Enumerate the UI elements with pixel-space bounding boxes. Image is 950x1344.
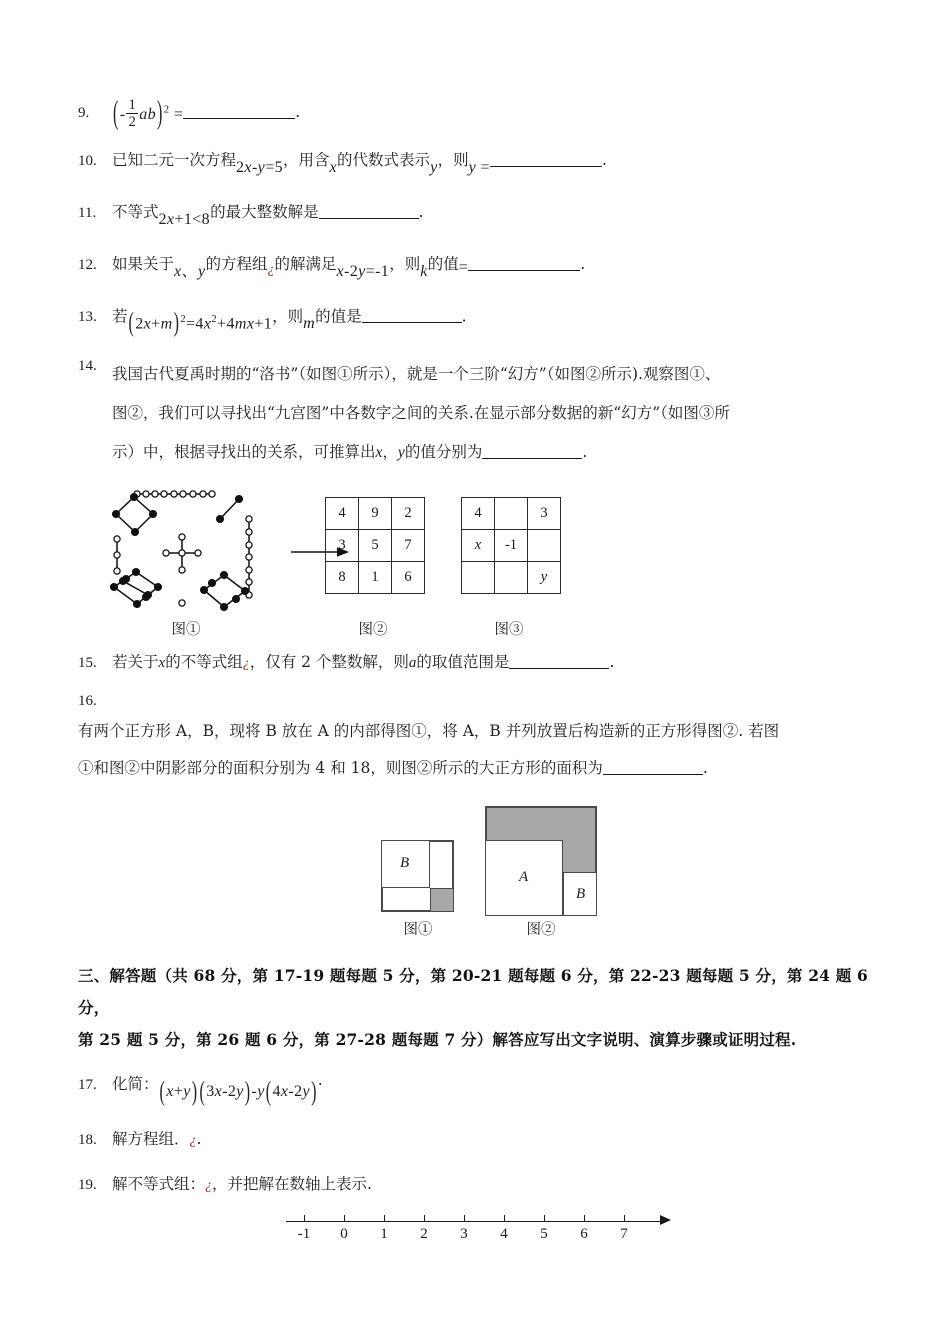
cell-r2c2: 6 [392, 561, 425, 593]
problem-13 [78, 305, 878, 338]
problem-13-var: m [303, 314, 316, 332]
tick-label: 0 [340, 1225, 348, 1242]
table-row [326, 497, 425, 529]
tick-mark [344, 1215, 345, 1222]
problem-number: 16. [78, 693, 97, 710]
problem-11-equation: 2x+1<8 [158, 210, 211, 228]
tick-label: 6 [580, 1225, 588, 1242]
tick-label: 1 [380, 1225, 388, 1242]
problem-number: 11. [78, 204, 97, 221]
cell-r1c0: x [474, 536, 482, 553]
problem-18-lead: 解方程组． [112, 1129, 190, 1148]
tick-label: 7 [620, 1225, 628, 1242]
problem-12-mid3: ，则 [389, 254, 421, 273]
fig1-inner-square-B [381, 840, 430, 888]
problem-15-lead: 若关于 [112, 652, 159, 671]
problem-14-text [112, 355, 872, 472]
problem-number: 18. [78, 1131, 97, 1148]
cell-r1c2 [528, 529, 561, 561]
table-row [326, 529, 425, 561]
period: . [702, 758, 708, 777]
problem-number: 9. [78, 104, 90, 121]
table-row [462, 529, 561, 561]
page-content [78, 96, 878, 1269]
table-row [462, 497, 561, 529]
table-row [462, 561, 561, 593]
figure16-caption-2: 图② [526, 922, 556, 939]
cell-r0c1 [495, 497, 528, 529]
inequality-placeholder-artifact: ¿ [242, 655, 250, 671]
tick-mark [624, 1215, 625, 1222]
problem-10-equation: 2x-y=5 [236, 158, 284, 176]
cell-r1c2: 7 [392, 529, 425, 561]
cell-r0c2: 2 [392, 497, 425, 529]
problem-10-mid2: 的代数式表示 [337, 150, 431, 169]
problem-15-mid3: 的取值范围是 [416, 652, 510, 671]
problem-19-tail: ，并把解在数轴上表示. [212, 1175, 372, 1194]
fig1-shaded-square [430, 888, 454, 912]
cell-r2c2: y [540, 568, 548, 585]
problem-10-var3: y = [468, 158, 490, 176]
fig2-square-B [563, 872, 597, 916]
problem-10-lead: 已知二元一次方程 [112, 150, 237, 169]
period: . [609, 652, 615, 671]
problem-16-line2: ①和图②中阴影部分的面积分别为 4 和 18，则图②所示的大正方形的面积为 [78, 758, 603, 777]
magic-square-figure2 [325, 497, 425, 594]
cell-r1c1: -1 [495, 529, 528, 561]
problem-12-equation: x-2y=-1 [336, 262, 390, 280]
answer-blank-9[interactable] [183, 103, 295, 119]
answer-blank-13[interactable] [362, 307, 462, 323]
problem-13-equation: $(2x+m)^2=4x^2+4mx+1$ [128, 308, 273, 338]
problem-14-line3c: 的值分别为 [404, 442, 483, 461]
problem-17 [78, 1071, 878, 1107]
problem-10 [78, 149, 878, 176]
answer-blank-10[interactable] [490, 151, 602, 167]
fig1-label-B: B [400, 855, 410, 872]
period: . [295, 102, 301, 121]
figure-caption-3: 图③ [494, 621, 524, 638]
cell-r2c1: 1 [359, 561, 392, 593]
problem-number: 15. [78, 654, 97, 671]
problem-9-expression: (- $\frac{1}{2}$ ab)$^2$ = [113, 96, 184, 132]
problem-12-lead: 如果关于 [112, 254, 175, 273]
problem-12-var1: x、 [174, 262, 198, 280]
magic-square-figure3 [461, 497, 561, 594]
period: . [317, 1071, 323, 1090]
answer-blank-15[interactable] [509, 653, 609, 669]
problem-13-tail: 的值是 [315, 306, 362, 325]
period: . [582, 442, 588, 461]
figure-group-16 [78, 796, 878, 946]
tick-mark [384, 1215, 385, 1222]
tick-label: 4 [500, 1225, 508, 1242]
tick-label: 5 [540, 1225, 548, 1242]
figure-caption-1: 图① [171, 621, 201, 638]
problem-11-lead: 不等式 [112, 202, 159, 221]
tick-label: 2 [420, 1225, 428, 1242]
section-heading-line1: 三、解答题（共 68 分，第 17-19 题每题 5 分，第 20-21 题每题 6 分，第 22-23 题每题 5 分，第 24 题 6 分， [78, 966, 869, 1017]
problem-12-var2: y [197, 262, 206, 280]
problem-13-lead: 若 [112, 306, 128, 325]
cell-r2c0 [462, 561, 495, 593]
tick-mark [584, 1215, 585, 1222]
inequality-system-placeholder-artifact: ¿ [205, 1178, 213, 1194]
tick-mark [544, 1215, 545, 1222]
problem-18 [78, 1128, 878, 1152]
problem-14-line3b: ， [382, 442, 398, 461]
problem-14-line3a: 示）中，根据寻找出的关系，可推算出 [112, 442, 376, 461]
problem-15-mid2: ，仅有 2 个整数解，则 [249, 652, 409, 671]
problem-19 [78, 1173, 878, 1197]
problem-17-lead: 化简： [112, 1075, 159, 1094]
section-heading-line2: 第 25 题 5 分，第 26 题 6 分，第 27-28 题每题 7 分）解答应写出文字说明、演算步骤或证明过程. [78, 1029, 797, 1049]
cell-r0c1: 9 [359, 497, 392, 529]
problem-15-var-x: x [158, 654, 166, 671]
answer-blank-16[interactable] [603, 759, 703, 775]
figure-caption-2: 图② [358, 621, 388, 638]
problem-19-lead: 解不等式组： [112, 1175, 206, 1194]
problem-10-mid3: ，则 [437, 150, 469, 169]
period: . [601, 150, 607, 169]
problem-13-mid: ，则 [272, 306, 304, 325]
cell-r0c0: 4 [462, 497, 495, 529]
table-row [326, 561, 425, 593]
number-line-arrowhead [660, 1215, 671, 1225]
fig2-label-A: A [519, 869, 529, 886]
problem-10-var1: x [329, 158, 338, 176]
fig2-square-A [485, 840, 563, 916]
problem-9 [78, 96, 878, 132]
cell-r0c2: 3 [528, 497, 561, 529]
period: . [196, 1129, 202, 1148]
cell-r1c0: 3 [326, 529, 359, 561]
problem-17-expression: (x+y) (3x-2y)-y(4x-2y) [159, 1077, 317, 1107]
answer-blank-11[interactable] [319, 203, 419, 219]
cell-r1c1: 5 [359, 529, 392, 561]
figure16-caption-1: 图① [403, 922, 433, 939]
problem-number: 17. [78, 1077, 97, 1094]
problem-15-mid1: 的不等式组 [165, 652, 243, 671]
cell-r2c0: 8 [326, 561, 359, 593]
tick-mark [504, 1215, 505, 1222]
problem-14-var-y: y [397, 443, 405, 461]
problem-16-text [78, 713, 848, 786]
tick-mark [304, 1215, 305, 1222]
problem-14-var-x: x [375, 443, 383, 461]
answer-blank-12[interactable] [468, 255, 580, 271]
problem-12 [78, 253, 878, 280]
cell-r0c0: 4 [326, 497, 359, 529]
figure-group-14 [78, 487, 878, 639]
period: . [418, 202, 424, 221]
problem-11-mid: 的最大整数解是 [210, 202, 319, 221]
problem-number: 14. [78, 358, 97, 375]
number-line-axis [286, 1221, 662, 1222]
problem-11 [78, 201, 878, 228]
problem-12-mid4: 的值 [427, 254, 459, 273]
problem-12-equals: = [458, 258, 469, 276]
problem-15-var-a: a [408, 654, 417, 671]
problem-16-line1: 有两个正方形 A，B，现将 B 放在 A 的内部得图①，将 A，B 并列放置后构造新的正方形得图②. 若图 [78, 722, 780, 741]
problem-number: 12. [78, 256, 97, 273]
number-line-figure [78, 1207, 878, 1269]
period: . [461, 306, 467, 325]
problem-15 [78, 651, 878, 675]
tick-label: -1 [297, 1225, 311, 1242]
problem-12-mid2: 的解满足 [274, 254, 337, 273]
equation-placeholder-artifact: ¿ [267, 261, 275, 277]
problem-number: 19. [78, 1177, 97, 1194]
problem-16 [78, 690, 878, 786]
problem-12-mid1: 的方程组 [205, 254, 268, 273]
problem-12-var3: k [420, 262, 428, 280]
problem-14 [78, 355, 878, 472]
problem-number: 13. [78, 308, 97, 325]
period: . [580, 254, 586, 273]
tick-mark [464, 1215, 465, 1222]
tick-mark [424, 1215, 425, 1222]
section-heading [78, 960, 878, 1055]
problem-number: 10. [78, 152, 97, 169]
tick-label: 3 [460, 1225, 468, 1242]
problem-14-line2: 图②，我们可以寻找出“九宫图”中各数字之间的关系.在显示部分数据的新“幻方”（如图③所 [112, 404, 730, 423]
luoshu-dot-diagram [108, 487, 283, 615]
problem-14-line1: 我国古代夏禹时期的“洛书”（如图①所示），就是一个三阶“幻方”（如图②所示).观察图①、 [112, 365, 721, 384]
problem-10-var2: y [430, 158, 438, 176]
cell-r2c1 [495, 561, 528, 593]
answer-blank-14[interactable] [482, 443, 582, 459]
fig2-label-B: B [576, 886, 586, 903]
equation-system-placeholder-artifact: ¿ [189, 1132, 197, 1148]
problem-10-mid1: ，用含 [283, 150, 330, 169]
